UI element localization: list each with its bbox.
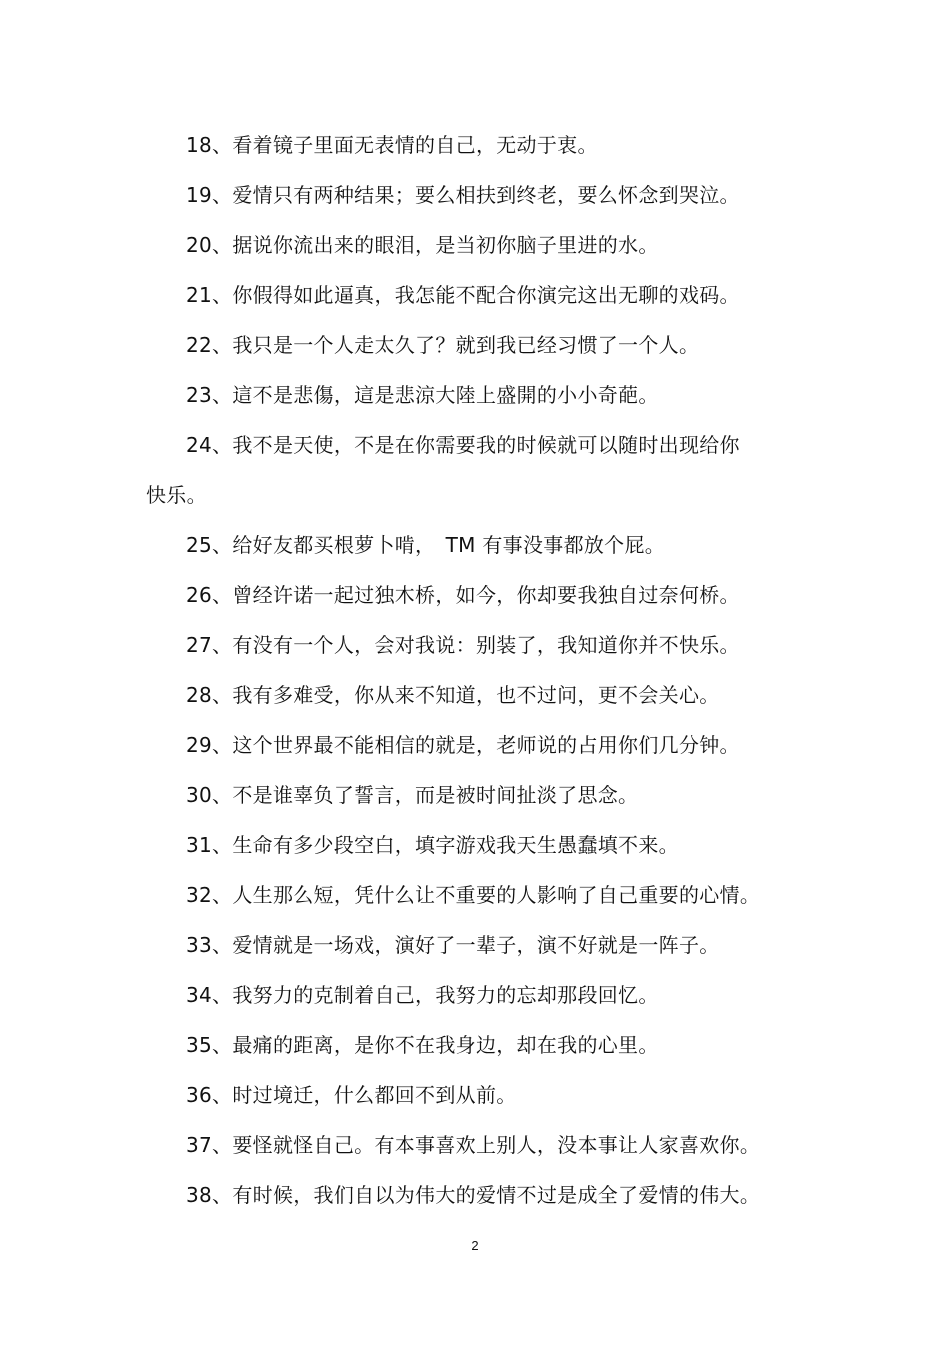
list-item-36: 36、时过境迁，什么都回不到从前。 [186,1083,517,1107]
list-item-25: 25、给好友都买根萝卜啃， TM 有事没事都放个屁。 [186,533,666,557]
list-item-21: 21、你假得如此逼真，我怎能不配合你演完这出无聊的戏码。 [186,283,740,307]
list-item-37: 37、要怪就怪自己。有本事喜欢上别人，没本事让人家喜欢你。 [186,1133,761,1157]
list-item-31: 31、生命有多少段空白，填字游戏我天生愚蠢填不来。 [186,833,679,857]
list-item-30: 30、不是谁辜负了誓言，而是被时间扯淡了思念。 [186,783,639,807]
list-item-24-continuation: 快乐。 [146,483,207,507]
list-item-38: 38、有时候，我们自以为伟大的爱情不过是成全了爱情的伟大。 [186,1183,761,1207]
list-item-32: 32、人生那么短，凭什么让不重要的人影响了自己重要的心情。 [186,883,761,907]
page-number: 2 [471,1238,479,1253]
list-item-19: 19、爱情只有两种结果；要么相扶到终老，要么怀念到哭泣。 [186,183,740,207]
list-item-26: 26、曾经许诺一起过独木桥，如今，你却要我独自过奈何桥。 [186,583,740,607]
list-item-35: 35、最痛的距离，是你不在我身边，却在我的心里。 [186,1033,659,1057]
list-item-18: 18、看着镜子里面无表情的自己，无动于衷。 [186,133,598,157]
list-item-29: 29、这个世界最不能相信的就是，老师说的占用你们几分钟。 [186,733,740,757]
list-item-34: 34、我努力的克制着自己，我努力的忘却那段回忆。 [186,983,659,1007]
list-item-27: 27、有没有一个人，会对我说：别装了，我知道你并不快乐。 [186,633,740,657]
list-item-23: 23、這不是悲傷，這是悲涼大陸上盛開的小小奇葩。 [186,383,659,407]
list-item-28: 28、我有多难受，你从来不知道，也不过问，更不会关心。 [186,683,720,707]
list-item-22: 22、我只是一个人走太久了？就到我已经习惯了一个人。 [186,333,700,357]
list-item-33: 33、爱情就是一场戏，演好了一辈子，演不好就是一阵子。 [186,933,720,957]
list-item-20: 20、据说你流出来的眼泪，是当初你脑子里进的水。 [186,233,659,257]
list-item-24: 24、我不是天使，不是在你需要我的时候就可以随时出现给你 [186,433,740,457]
